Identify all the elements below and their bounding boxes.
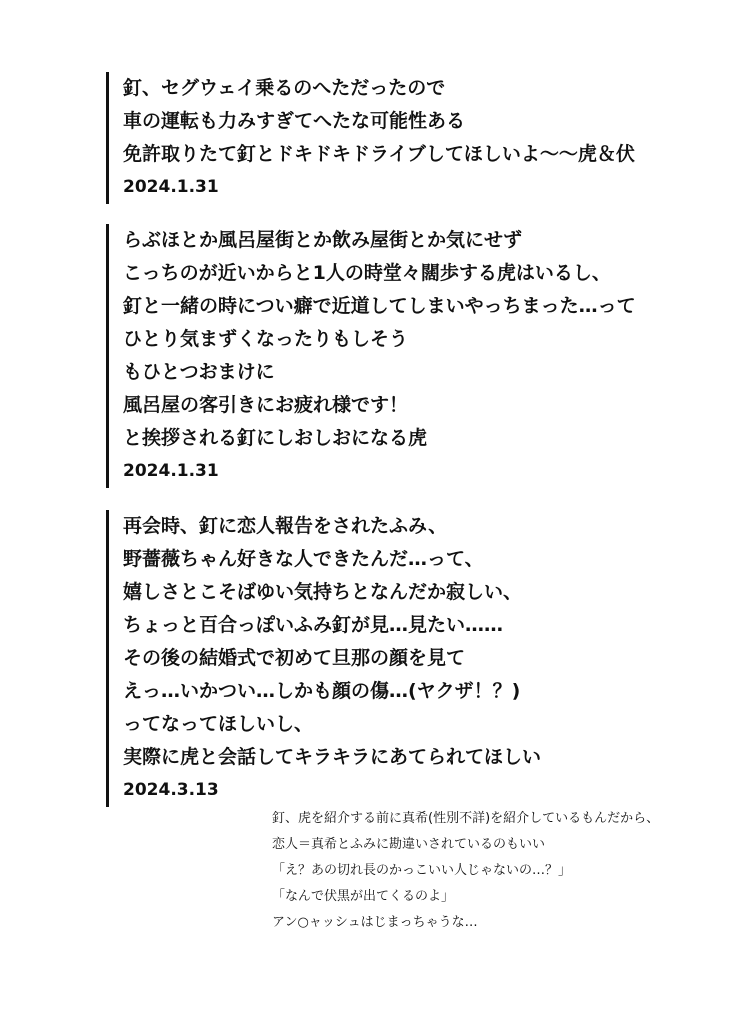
footnote-line: 恋人＝真希とふみに勘違いされているのもいい bbox=[272, 837, 546, 852]
entry-1 bbox=[106, 72, 635, 204]
footnote-line: 「なんで伏黒が出てくるのよ」 bbox=[272, 889, 455, 904]
entry-3-line: ってなってほしいし、 bbox=[123, 713, 314, 735]
entry-2-line: 釘と一緒の時につい癖で近道してしまいやっちまった…って bbox=[123, 295, 636, 317]
entry-3-date: 2024.3.13 bbox=[123, 780, 219, 800]
entry-1-line: 車の運転も力みすぎてへたな可能性ある bbox=[123, 110, 466, 132]
entry-1-line: 釘、セグウェイ乗るのへただったので bbox=[123, 77, 446, 99]
entry-2-line: らぶほとか風呂屋街とか飲み屋街とか気にせず bbox=[123, 229, 523, 251]
entry-2-date: 2024.1.31 bbox=[123, 461, 219, 481]
footnote-line: 釘、虎を紹介する前に真希(性別不詳)を紹介しているもんだから、 bbox=[272, 811, 660, 826]
entry-3-line: 嬉しさとこそばゆい気持ちとなんだか寂しい、 bbox=[123, 581, 523, 603]
entry-3-line: 再会時、釘に恋人報告をされたふみ、 bbox=[123, 515, 448, 537]
footnote-line: アン○ャッシュはじまっちゃうな… bbox=[272, 915, 478, 930]
entry-3-line: えっ…いかつい…しかも顔の傷…(ヤクザ！？) bbox=[123, 680, 521, 702]
entry-3-line: 実際に虎と会話してキラキラにあてられてほしい bbox=[123, 746, 542, 768]
entry-1-date: 2024.1.31 bbox=[123, 177, 219, 197]
entry-2-line: 風呂屋の客引きにお疲れ様です！ bbox=[123, 394, 409, 416]
entry-3-line: その後の結婚式で初めて旦那の顔を見て bbox=[123, 647, 466, 669]
entry-2 bbox=[106, 224, 636, 488]
entry-2-line: と挨拶される釘にしおしおになる虎 bbox=[123, 427, 428, 449]
footnote bbox=[272, 806, 659, 936]
entry-2-line: こっちのが近いからと1人の時堂々闊歩する虎はいるし、 bbox=[123, 262, 611, 284]
entry-2-line: ひとり気まずくなったりもしそう bbox=[123, 328, 409, 350]
entry-2-line: もひとつおまけに bbox=[123, 361, 275, 383]
footnote-line: 「え？あの切れ長のかっこいい人じゃないの…？」 bbox=[272, 863, 572, 878]
entry-3-line: 野薔薇ちゃん好きな人できたんだ…って、 bbox=[123, 548, 484, 570]
entry-3 bbox=[106, 510, 541, 807]
entry-3-line: ちょっと百合っぽいふみ釘が見…見たい…… bbox=[123, 614, 504, 636]
entry-1-line: 免許取りたて釘とドキドキドライブしてほしいよ〜〜虎＆伏 bbox=[123, 143, 635, 165]
